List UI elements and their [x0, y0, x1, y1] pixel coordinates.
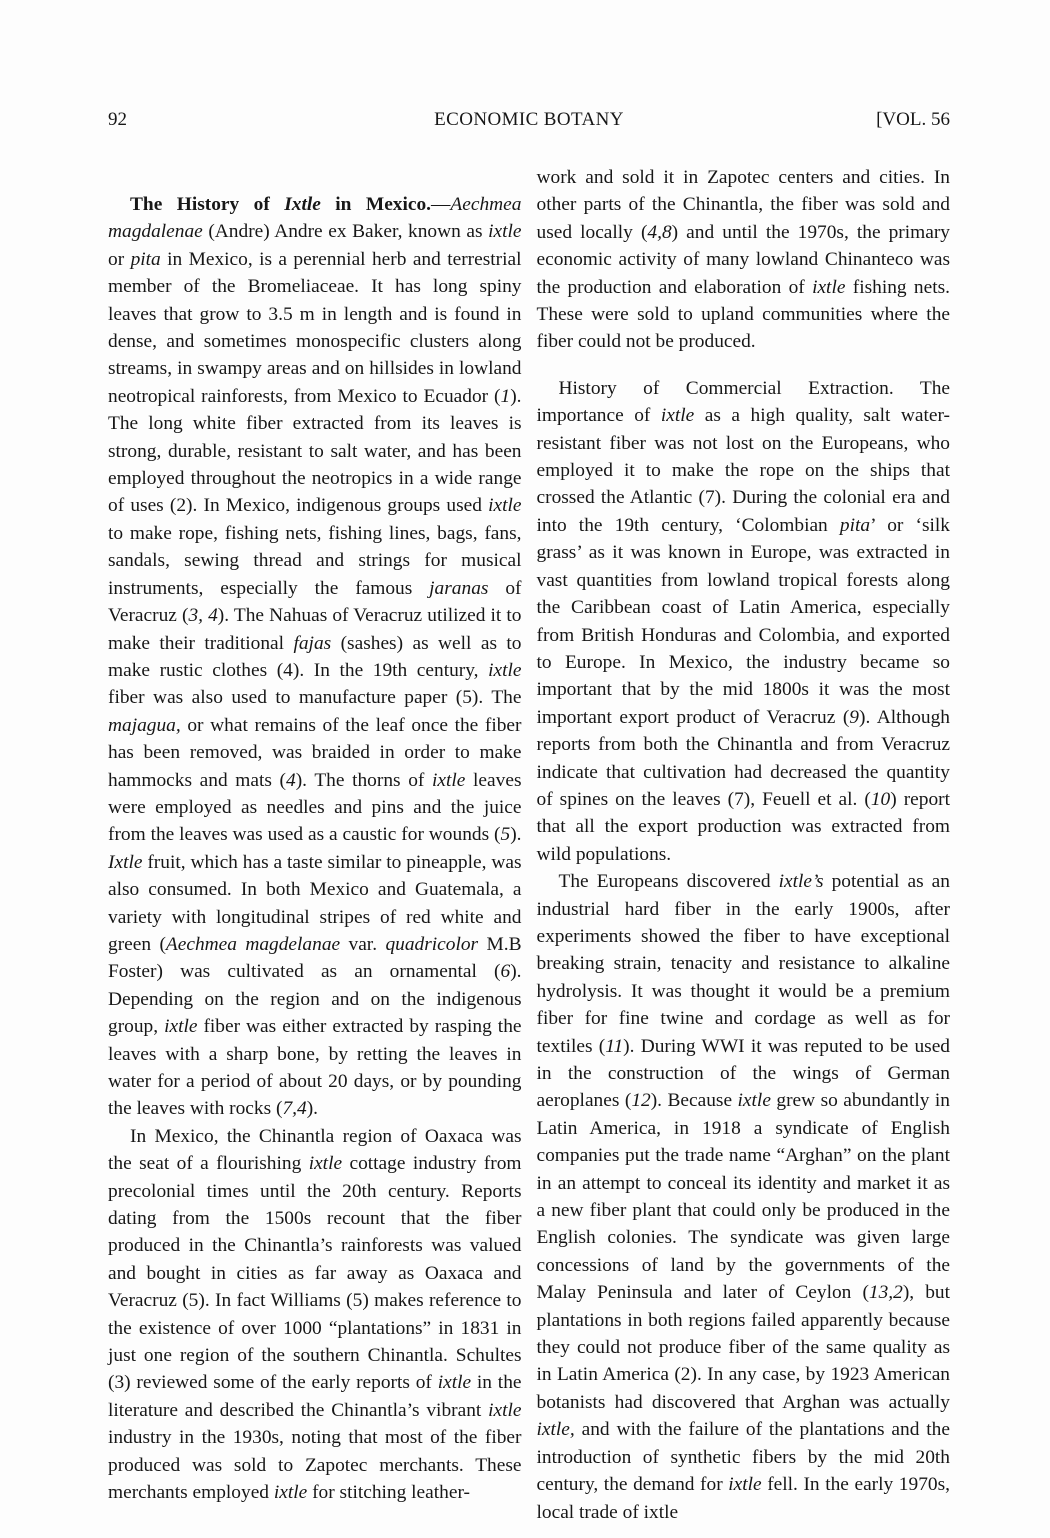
text-segment: as a high quality, salt water-resistant fiber was not lost on the Europeans, who employed it to make the rope on the ships that crossed the Atlantic (7). During the colonial era and into the 19th century, ‘Colombian [536, 405, 950, 536]
text-segment: ixtle [660, 405, 695, 427]
text-segment: jaranas [429, 577, 489, 599]
paragraph [108, 191, 522, 1123]
text-segment: ixtle [164, 1016, 198, 1038]
text-segment: ixtle [488, 659, 522, 681]
text-segment: work and sold it in Zapotec centers and cities. In other parts of the Chinantla, the fiber was sold and used locally ( [536, 167, 950, 243]
text-segment: ) and until the 1970s, the primary economic activity of many lowland Chinanteco was the production and elaboration of [536, 221, 950, 298]
text-segment: ). [510, 824, 522, 846]
left-column [108, 164, 522, 1526]
text-segment: in Mexico. [320, 194, 432, 215]
paragraph [537, 164, 951, 356]
text-segment: 9 [849, 706, 859, 728]
text-segment: ixtle [308, 1153, 343, 1175]
text-segment: ixtle [273, 1482, 308, 1504]
text-segment: fishing nets. These were sold to upland communities where the fiber could not be produced. [536, 276, 950, 353]
text-segment: ixtle’s [778, 871, 824, 893]
text-segment: ) report that all the export production was extracted from wild populations. [536, 788, 950, 865]
text-segment: for stitching leather- [307, 1482, 470, 1504]
text-segment: ). The long white fiber extracted from its leaves is strong, durable, resistant to salt water, and has been employed throughout the neotropics in a wide range of uses (2). In Mexico, indigenous groups used [108, 385, 522, 517]
text-segment: ). Although reports from both the Chinantla and from Veracruz indicate that cultivation had decreased the quantity of spines on the leaves (7), Feuell et al. ( [536, 706, 950, 810]
text-segment: Ixtle [284, 194, 321, 215]
text-segment: Aechmea magdalenae [108, 194, 522, 243]
text-segment: ). During WWI it was reputed to be used in the construction of the wings of German aeroplanes ( [536, 1035, 950, 1112]
text-segment: pita [839, 514, 871, 536]
text-segment: leaves were employed as needles and pins and the juice from the leaves was used as a caustic for wounds ( [108, 769, 522, 846]
text-segment: ixtle [488, 221, 522, 243]
text-segment: or what remains of the leaf once the fiber has been removed, was braided in order to make hammocks and mats ( [108, 714, 522, 791]
text-segment: fajas [293, 632, 332, 654]
text-segment: 7,4 [282, 1098, 307, 1120]
text-segment: fiber was either extracted by rasping the leaves with a sharp bone, by retting the leaves in water for a period of about 20 days, or by pounding the leaves with rocks ( [108, 1016, 522, 1120]
text-segment: ). [306, 1098, 319, 1120]
text-segment: Ixtle [108, 851, 143, 873]
text-segment: (sashes) as well as to make rustic clothes (4). In the 19th century, [108, 632, 522, 681]
volume-label: [VOL. 56 [876, 109, 950, 130]
text-segment: ixtle [488, 495, 522, 517]
text-segment: in the literature and described the Chinantla’s vibrant [108, 1372, 522, 1421]
text-segment: 5 [500, 824, 511, 846]
text-segment: In Mexico, the Chinantla region of Oaxaca was the seat of a flourishing [108, 1125, 522, 1175]
text-segment: fruit, which has a taste similar to pineapple, was also consumed. In both Mexico and Guatemala, a variety with longitudinal stripes of red white and green ( [108, 851, 522, 955]
text-segment: ). The Nahuas of Veracruz utilized it to make their traditional [108, 605, 522, 654]
paragraph [537, 375, 951, 868]
text-segment: ixtle [728, 1474, 762, 1496]
text-segment: 13,2 [868, 1282, 903, 1304]
text-segment: quadricolor [385, 933, 479, 955]
text-segment: majagua, [108, 714, 181, 736]
text-segment: ixtle [812, 276, 846, 298]
journal-title: ECONOMIC BOTANY [434, 109, 624, 130]
text-segment: potential as an industrial hard fiber in the early 1900s, after experiments showed the fiber to have exceptional breaking strain, tenacity and resistance to alkaline hydrolysis. It was thought it would be a premium fiber for fine twine and cordage as well as for textiles ( [536, 871, 950, 1057]
text-segment: pita [130, 248, 161, 270]
text-segment: Aechmea magdelanae [165, 933, 341, 955]
text-segment: 10 [870, 788, 891, 810]
text-segment: ’ or ‘silk grass’ as it was known in Europe, was extracted in vast quantities from lowland tropical forests along the Caribbean coast of Latin America, especially from British Honduras and Colombia, and exported to Europe. In Mexico, the industry became so important that by the mid 1800s it was the most important export product of Veracruz ( [536, 514, 951, 728]
paragraph [108, 1123, 522, 1507]
text-segment: ixtle [488, 1399, 522, 1421]
text-segment: ). Depending on the region and on the indigenous group, [108, 961, 522, 1038]
page-number: 92 [108, 109, 127, 130]
text-segment: ixtle [432, 769, 466, 791]
text-segment: 6 [500, 961, 511, 983]
text-segment: var. [340, 933, 386, 955]
paragraph [537, 868, 951, 1526]
text-segment: 4,8 [647, 221, 672, 243]
text-segment: 1 [500, 385, 511, 407]
text-segment: — [431, 194, 451, 215]
text-segment: ). Because [650, 1090, 738, 1112]
running-head [108, 108, 950, 132]
text-segment: The Europeans discovered [558, 871, 779, 893]
article-body [108, 164, 950, 1526]
text-segment: 12 [631, 1090, 651, 1112]
text-segment: cottage industry from precolonial times until the 20th century. Reports dating from the 1500s recount that the fiber produced in the Chinantla’s rainforests was valued and bought in cities as far away as Oaxaca and Veracruz (5). In fact Williams (5) makes reference to the existence of over 1000 “plantations” in 1831 in just one region of the southern Chinantla. Schultes (3) reviewed some of the early reports of [108, 1153, 522, 1394]
text-segment: or [108, 248, 131, 270]
text-segment: 11 [605, 1035, 624, 1057]
text-segment: ixtle, [536, 1419, 575, 1441]
text-segment: ixtle [737, 1090, 771, 1112]
text-segment: of Veracruz ( [108, 577, 522, 627]
right-column [537, 164, 951, 1526]
text-segment: in Mexico, is a perennial herb and terrestrial member of the Bromeliaceae. It has long spiny leaves that grow to 3.5 m in length and is found in dense, and sometimes monospecific clusters along streams, in swampy areas and on hillsides in lowland neotropical rainforests, from Mexico to Ecuador ( [108, 248, 522, 407]
text-segment: fell. In the early 1970s, local trade of ixtle [536, 1474, 950, 1523]
text-segment: and with the failure of the plantations and the introduction of synthetic fibers by the mid 20th century, the demand for [536, 1419, 950, 1496]
text-segment: ). The thorns of [295, 769, 433, 791]
text-segment: grew so abundantly in Latin America, in 1918 a syndicate of English companies put the trade name “Arghan” on the plant in an attempt to conceal its identity and market it as a new fiber plant that could only be produced in the English colonies. The syndicate was given large concessions of land by the governments of the Malay Peninsula and later of Ceylon ( [536, 1090, 951, 1304]
text-segment: History of Commercial Extraction. The importance of [536, 377, 950, 427]
text-segment: industry in the 1930s, noting that most of the fiber produced was sold to Zapotec merchants. These merchants employed [108, 1427, 522, 1504]
text-segment: to make rope, fishing nets, fishing lines, bags, fans, sandals, sewing thread and strings for musical instruments, especially the famous [108, 522, 522, 599]
text-segment: 4 [286, 769, 296, 791]
text-segment: M.B Foster) was cultivated as an ornamental ( [108, 933, 522, 983]
text-segment: ixtle [437, 1372, 472, 1394]
text-segment: fiber was also used to manufacture paper (5). The [108, 687, 522, 709]
text-segment: ), but plantations in both regions failed apparently because they could not produce fiber of the same quality as in Latin America (2). In any case, by 1923 American botanists had discovered that Arghan was actually [536, 1282, 950, 1413]
text-segment: 3, 4 [188, 605, 218, 627]
text-segment: (Andre) Andre ex Baker, known as [202, 221, 489, 243]
text-segment: The History of [130, 194, 285, 215]
